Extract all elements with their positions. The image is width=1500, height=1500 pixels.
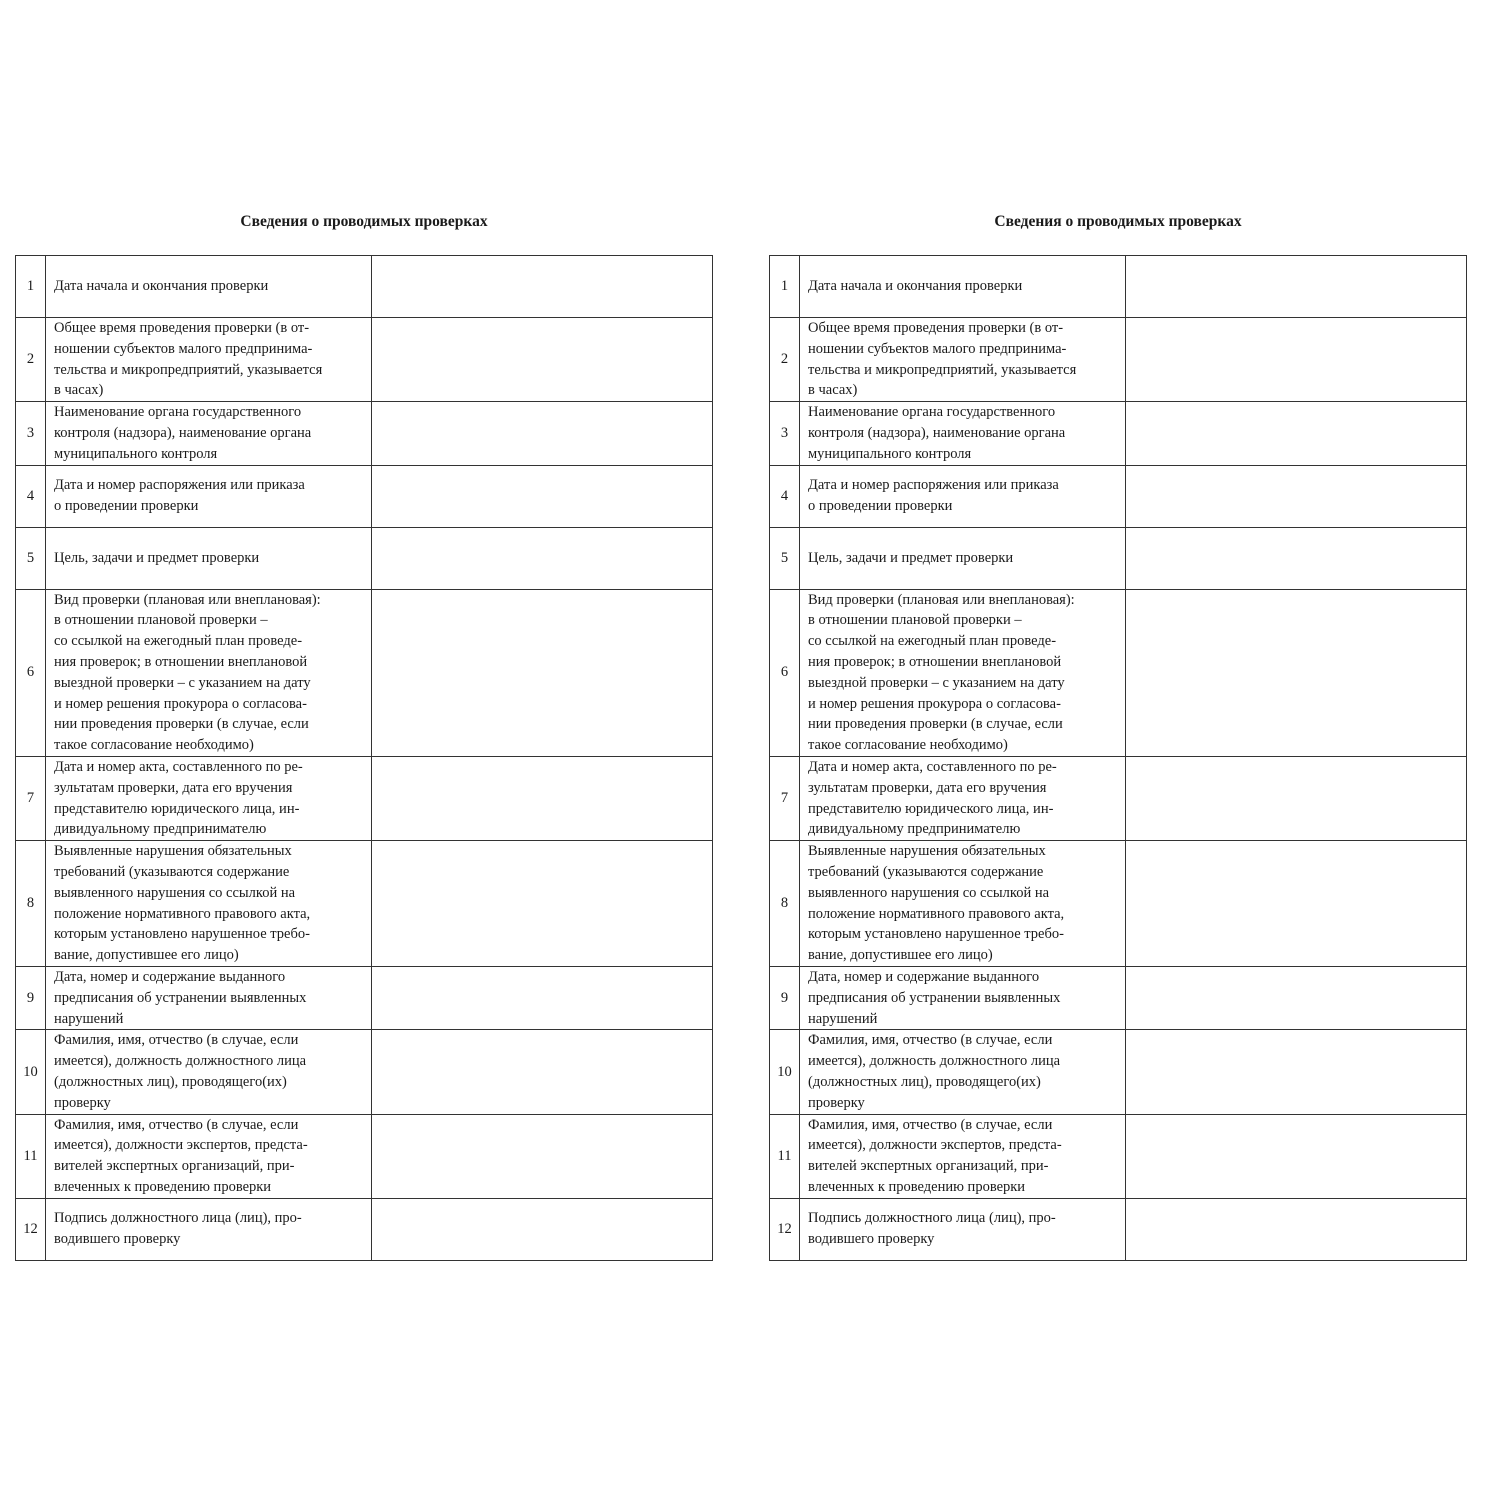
row-value-cell[interactable] <box>372 465 713 527</box>
table-row <box>770 756 1467 840</box>
row-label-line: муниципального контроля <box>808 445 972 462</box>
row-number: 8 <box>770 841 800 967</box>
row-value-cell[interactable] <box>372 966 713 1029</box>
page-title: Сведения о проводимых проверках <box>994 213 1242 230</box>
page-title: Сведения о проводимых проверках <box>240 213 488 230</box>
row-label-line: Дата и номер акта, составленного по ре- <box>54 758 303 775</box>
row-number: 12 <box>16 1198 46 1260</box>
row-number: 8 <box>16 841 46 967</box>
table-row <box>16 756 713 840</box>
row-label-line: Фамилия, имя, отчество (в случае, если <box>54 1116 299 1133</box>
table-row <box>16 527 713 589</box>
row-label-line: нии проведения проверки (в случае, если <box>54 716 309 733</box>
row-label-line: зультатам проверки, дата его вручения <box>808 779 1047 796</box>
row-label-line: муниципального контроля <box>54 445 218 462</box>
row-label-line: Фамилия, имя, отчество (в случае, если <box>808 1032 1053 1049</box>
row-label <box>800 756 1126 840</box>
row-label-line: (должностных лиц), проводящего(их) <box>54 1073 287 1090</box>
row-number: 1 <box>16 256 46 318</box>
row-label-line: дивидуальному предпринимателю <box>54 821 267 838</box>
row-number: 12 <box>770 1198 800 1260</box>
table-row <box>16 256 713 318</box>
row-label-line: Общее время проведения проверки (в от- <box>54 320 310 336</box>
table-row <box>770 1198 1467 1260</box>
row-number: 9 <box>16 966 46 1029</box>
row-label-line: выездной проверки – с указанием на дату <box>54 674 311 691</box>
row-label-line: вание, допустившее его лицо) <box>54 947 239 964</box>
row-number: 6 <box>16 589 46 756</box>
table-row <box>16 1030 713 1114</box>
row-value-cell[interactable] <box>372 841 713 967</box>
row-number: 4 <box>770 465 800 527</box>
row-value-cell[interactable] <box>1126 527 1467 589</box>
row-label-line: вителей экспертных организаций, при- <box>54 1158 295 1175</box>
row-label-line: Вид проверки (плановая или внеплановая): <box>54 591 321 608</box>
row-label-line: требований (указываются содержание <box>808 863 1044 880</box>
row-value-cell[interactable] <box>1126 966 1467 1029</box>
row-value-cell[interactable] <box>372 589 713 756</box>
row-label-line: водившего проверку <box>54 1231 181 1248</box>
table-row <box>770 318 1467 402</box>
row-label-line: влеченных к проведению проверки <box>808 1178 1026 1195</box>
row-value-cell[interactable] <box>1126 1114 1467 1198</box>
table-row <box>16 465 713 527</box>
row-value-cell[interactable] <box>1126 256 1467 318</box>
inspection-table <box>769 255 1467 1261</box>
row-label <box>46 1114 372 1198</box>
row-value-cell[interactable] <box>372 527 713 589</box>
row-label-line: имеется), должность должностного лица <box>54 1053 307 1070</box>
table-row <box>16 966 713 1029</box>
row-label <box>800 1114 1126 1198</box>
row-label-line: Цель, задачи и предмет проверки <box>808 549 1014 566</box>
row-label <box>800 527 1126 589</box>
row-label <box>46 841 372 967</box>
row-number: 10 <box>770 1030 800 1114</box>
row-label-line: Подпись должностного лица (лиц), про- <box>54 1210 302 1227</box>
row-label-line: контроля (надзора), наименование органа <box>808 424 1066 441</box>
row-label-line: такое согласование необходимо) <box>54 737 254 754</box>
row-label-line: предписания об устранении выявленных <box>808 989 1061 1006</box>
row-label-line: выявленного нарушения со ссылкой на <box>54 884 296 901</box>
row-value-cell[interactable] <box>372 756 713 840</box>
row-label-line: проверку <box>808 1094 865 1111</box>
row-number: 6 <box>770 589 800 756</box>
row-label <box>46 589 372 756</box>
table-row <box>770 841 1467 967</box>
row-number: 9 <box>770 966 800 1029</box>
row-value-cell[interactable] <box>372 402 713 465</box>
row-label-line: Подпись должностного лица (лиц), про- <box>808 1210 1056 1227</box>
row-label-line: Цель, задачи и предмет проверки <box>54 549 260 566</box>
row-label-line: имеется), должности экспертов, предста- <box>808 1137 1062 1154</box>
row-number: 11 <box>16 1114 46 1198</box>
row-label-line: которым установлено нарушенное требо- <box>808 926 1064 943</box>
table-row <box>770 402 1467 465</box>
row-label-line: выявленного нарушения со ссылкой на <box>808 884 1050 901</box>
row-label-line: и номер решения прокурора о согласова- <box>54 695 307 712</box>
table-row <box>16 589 713 756</box>
row-label-line: нии проведения проверки (в случае, если <box>808 716 1063 733</box>
row-label-line: со ссылкой на ежегодный план проведе- <box>808 633 1057 650</box>
row-label <box>46 1198 372 1260</box>
row-label-line: проверку <box>54 1094 111 1111</box>
row-label-line: зультатам проверки, дата его вручения <box>54 779 293 796</box>
row-label-line: ния проверок; в отношении внеплановой <box>808 653 1062 670</box>
row-number: 4 <box>16 465 46 527</box>
row-label-line: в часах) <box>808 382 858 399</box>
row-label-line: Выявленные нарушения обязательных <box>808 843 1046 860</box>
table-row <box>770 1114 1467 1198</box>
row-value-cell[interactable] <box>372 1030 713 1114</box>
row-number: 1 <box>770 256 800 318</box>
row-value-cell[interactable] <box>1126 589 1467 756</box>
row-number: 3 <box>770 402 800 465</box>
row-label-line: тельства и микропредприятий, указывается <box>808 361 1077 378</box>
row-value-cell[interactable] <box>372 256 713 318</box>
row-label-line: вителей экспертных организаций, при- <box>808 1158 1049 1175</box>
row-label <box>46 966 372 1029</box>
row-label-line: которым установлено нарушенное требо- <box>54 926 310 943</box>
row-value-cell[interactable] <box>372 318 713 402</box>
row-label-line: имеется), должность должностного лица <box>808 1053 1061 1070</box>
row-value-cell[interactable] <box>1126 465 1467 527</box>
table-row <box>770 527 1467 589</box>
row-label-line: положение нормативного правового акта, <box>808 905 1065 922</box>
row-number: 11 <box>770 1114 800 1198</box>
row-value-cell[interactable] <box>1126 841 1467 967</box>
row-number: 3 <box>16 402 46 465</box>
row-value-cell[interactable] <box>1126 1198 1467 1260</box>
row-label-line: в отношении плановой проверки – <box>808 612 1022 629</box>
row-label-line: в часах) <box>54 382 104 399</box>
table-row <box>16 318 713 402</box>
row-number: 5 <box>770 527 800 589</box>
row-label-line: Наименование органа государственного <box>808 404 1056 421</box>
row-label <box>800 589 1126 756</box>
row-value-cell[interactable] <box>372 1198 713 1260</box>
row-label-line: тельства и микропредприятий, указывается <box>54 361 323 378</box>
row-label <box>46 756 372 840</box>
row-label <box>800 1030 1126 1114</box>
inspection-table <box>15 255 713 1261</box>
row-label-line: Выявленные нарушения обязательных <box>54 843 292 860</box>
row-label <box>46 402 372 465</box>
row-label-line: о проведении проверки <box>808 498 953 515</box>
table-row <box>770 589 1467 756</box>
row-label-line: выездной проверки – с указанием на дату <box>808 674 1065 691</box>
table-row <box>770 256 1467 318</box>
row-label <box>800 966 1126 1029</box>
row-label <box>800 1198 1126 1260</box>
row-value-cell[interactable] <box>1126 756 1467 840</box>
row-label-line: дивидуальному предпринимателю <box>808 821 1021 838</box>
row-label-line: Дата начала и окончания проверки <box>808 278 1023 295</box>
row-value-cell[interactable] <box>1126 1030 1467 1114</box>
row-label <box>800 318 1126 402</box>
row-number: 5 <box>16 527 46 589</box>
row-label-line: представителю юридического лица, ин- <box>54 800 300 817</box>
row-label-line: Дата и номер распоряжения или приказа <box>808 477 1059 494</box>
row-label-line: имеется), должности экспертов, предста- <box>54 1137 308 1154</box>
row-label <box>46 318 372 402</box>
table-row <box>16 402 713 465</box>
row-label-line: Дата начала и окончания проверки <box>54 278 269 295</box>
row-label-line: положение нормативного правового акта, <box>54 905 311 922</box>
row-label-line: такое согласование необходимо) <box>808 737 1008 754</box>
row-number: 2 <box>770 318 800 402</box>
row-label-line: влеченных к проведению проверки <box>54 1178 272 1195</box>
row-label-line: ношении субъектов малого предпринима- <box>54 340 313 357</box>
row-number: 7 <box>16 756 46 840</box>
row-label <box>46 1030 372 1114</box>
row-label-line: требований (указываются содержание <box>54 863 290 880</box>
row-label-line: водившего проверку <box>808 1231 935 1248</box>
row-label <box>800 402 1126 465</box>
row-value-cell[interactable] <box>1126 402 1467 465</box>
row-label-line: контроля (надзора), наименование органа <box>54 424 312 441</box>
table-row <box>16 1114 713 1198</box>
row-label-line: Наименование органа государственного <box>54 404 302 421</box>
row-label-line: Общее время проведения проверки (в от- <box>808 320 1064 336</box>
row-label <box>46 465 372 527</box>
row-number: 2 <box>16 318 46 402</box>
row-label <box>800 465 1126 527</box>
table-row <box>770 1030 1467 1114</box>
row-label-line: о проведении проверки <box>54 498 199 515</box>
table-row <box>770 966 1467 1029</box>
row-label-line: и номер решения прокурора о согласова- <box>808 695 1061 712</box>
row-value-cell[interactable] <box>1126 318 1467 402</box>
row-label-line: Фамилия, имя, отчество (в случае, если <box>54 1032 299 1049</box>
row-label-line: ношении субъектов малого предпринима- <box>808 340 1067 357</box>
row-label <box>46 527 372 589</box>
row-label-line: вание, допустившее его лицо) <box>808 947 993 964</box>
row-label-line: нарушений <box>808 1010 878 1027</box>
row-label-line: Дата, номер и содержание выданного <box>808 968 1040 985</box>
table-row <box>770 465 1467 527</box>
row-label-line: со ссылкой на ежегодный план проведе- <box>54 633 303 650</box>
row-label-line: предписания об устранении выявленных <box>54 989 307 1006</box>
row-label-line: (должностных лиц), проводящего(их) <box>808 1073 1041 1090</box>
table-row <box>16 841 713 967</box>
row-label-line: Фамилия, имя, отчество (в случае, если <box>808 1116 1053 1133</box>
row-label <box>46 256 372 318</box>
row-label <box>800 256 1126 318</box>
row-label-line: Дата и номер распоряжения или приказа <box>54 477 305 494</box>
row-number: 10 <box>16 1030 46 1114</box>
row-label-line: нарушений <box>54 1010 124 1027</box>
row-label-line: Дата, номер и содержание выданного <box>54 968 286 985</box>
row-label-line: в отношении плановой проверки – <box>54 612 268 629</box>
row-value-cell[interactable] <box>372 1114 713 1198</box>
row-label-line: представителю юридического лица, ин- <box>808 800 1054 817</box>
row-label-line: ния проверок; в отношении внеплановой <box>54 653 308 670</box>
row-number: 7 <box>770 756 800 840</box>
row-label-line: Дата и номер акта, составленного по ре- <box>808 758 1057 775</box>
row-label <box>800 841 1126 967</box>
table-row <box>16 1198 713 1260</box>
row-label-line: Вид проверки (плановая или внеплановая): <box>808 591 1075 608</box>
